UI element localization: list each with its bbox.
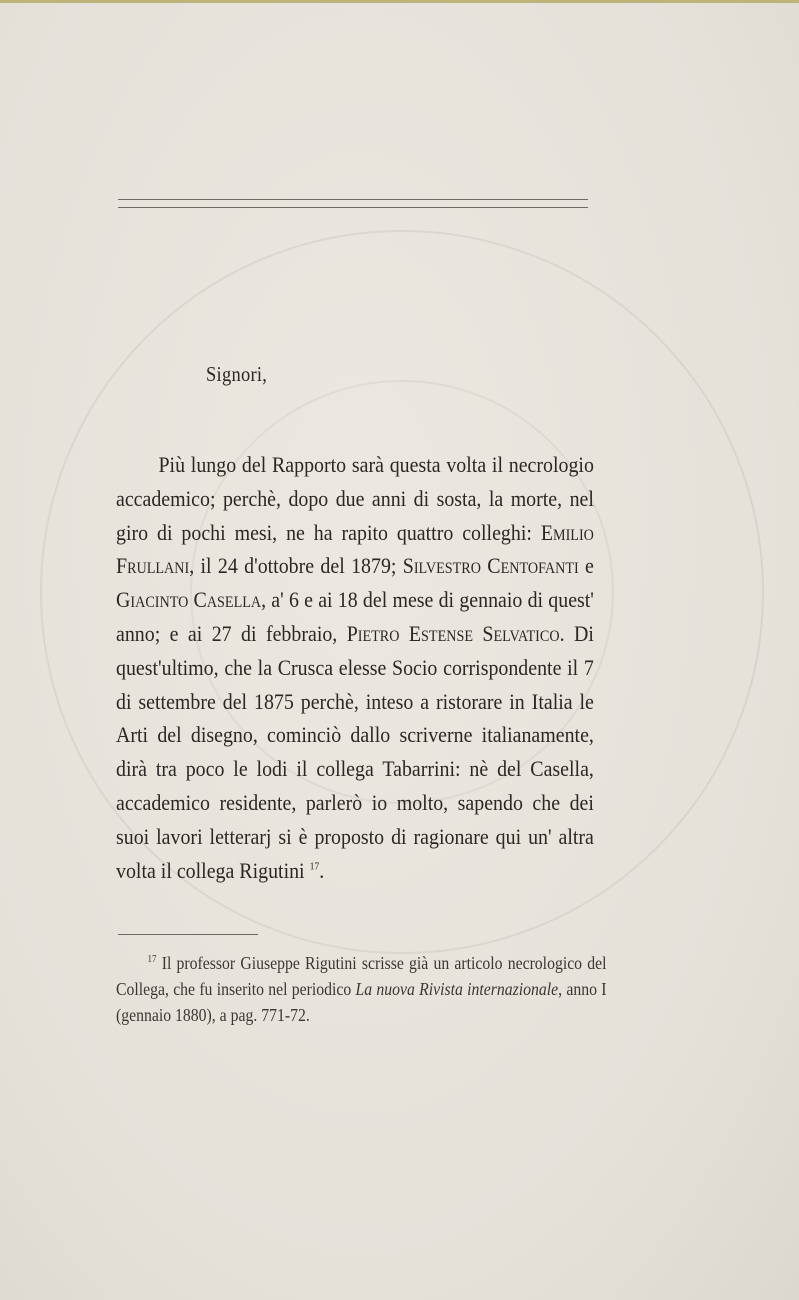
text-part-b: , il 24 d'ottobre del 1879; [189, 553, 403, 579]
paragraph-1 [116, 448, 594, 887]
text-part-c: e [578, 553, 594, 579]
text-part-e: . Di quest'ultimo, che la Crusca elesse Socio corrispondente il 7 di settembre del 1875 perchè, inteso a ristorare in Italia le Arti del disegno, cominciò dallo scriverne italianamente, dirà tra poco le lodi il collega Tabarrini: nè del Casella, accademico residente, parlerò io molto, sapendo che dei suoi lavori letterarj si è proposto di ragionare qui un' altra volta il collega Rigutini [116, 620, 594, 883]
name-selvatico: Pietro Estense Selvatico [346, 620, 560, 646]
name-centofanti: Silvestro Centofanti [402, 553, 579, 579]
footnote-rule [118, 934, 258, 935]
footnote-journal: La nuova Rivista internazionale [355, 979, 559, 999]
footnote [116, 950, 607, 1028]
main-paragraph [116, 448, 594, 887]
text-end: . [319, 857, 325, 883]
text-part-a: Più lungo del Rapporto sarà questa volta il necrologio accademico; perchè, dopo due anni di sosta, la morte, nel giro di pochi mesi, ne ha rapito quattro colleghi: [116, 452, 594, 545]
footnote-reference[interactable]: 17 [309, 860, 320, 873]
footnote-paragraph [116, 950, 607, 1028]
name-casella: Giacinto Casella [116, 587, 262, 613]
page-edge [0, 0, 799, 3]
footnote-text-a: Il professor Giuseppe Rigutini scrisse già un articolo necrologico del Collega, che fu inserito nel periodico [116, 953, 607, 999]
footnote-mark: 17 [147, 954, 157, 966]
salutation: Signori, [206, 362, 268, 386]
name-frullani: Emilio Frullani [116, 519, 594, 579]
footnote-text-b: , anno I (gennaio 1880), a pag. 771-72. [116, 979, 607, 1025]
header-rule [118, 199, 588, 208]
text-part-d: , a' 6 e ai 18 del mese di gennaio di quest' anno; e ai 27 di febbraio, [116, 587, 594, 646]
